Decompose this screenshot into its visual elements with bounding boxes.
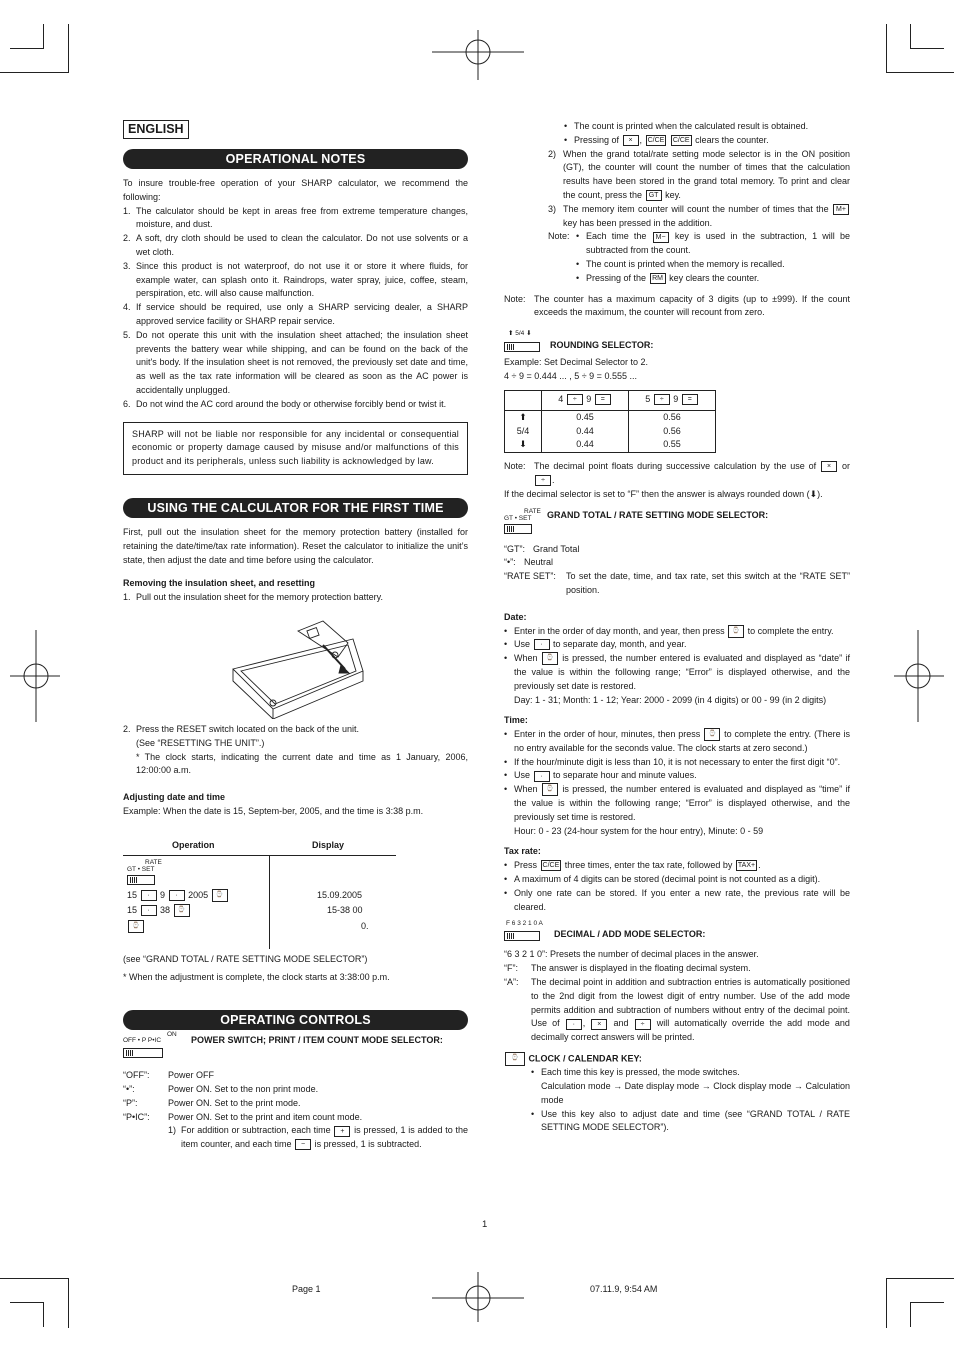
- footer-page: Page 1: [292, 1284, 321, 1294]
- rounding-arrows-icon: ⬆ 5/4 ⬇: [508, 330, 532, 338]
- rounding-table: 4 ÷ 9 = 5 ÷ 9 = ⬆ 5/4 ⬇ 0.45 0.44 0.44 0.56 0.56 0.55: [504, 390, 716, 453]
- op-notes-intro: To insure trouble-free operation of your SHARP calculator, we recommend the following:: [123, 178, 468, 202]
- crop-mark: [886, 1278, 887, 1328]
- gt-key-icon: GT: [646, 190, 662, 201]
- decimal-row: “A”: The decimal point in addition and subtraction entries is automatically positioned to the 2nd digit from the lowest digit of entry number. Use of the add mode permits addition and subtraction of numbers without entry of the decimal point. Use of · , × and ÷ will automatically override the add mode and decimally correct answers will be printed.: [504, 977, 850, 1043]
- dot-key-icon: ·: [566, 1019, 582, 1030]
- rounding-f-line: If the decimal selector is set to “F” then the answer is always rounded down (⬇).: [504, 488, 823, 499]
- power-switch-row: [123, 1031, 468, 1065]
- date-heading: Date:: [504, 611, 527, 622]
- op-notes-list: [123, 205, 468, 412]
- time-heading: Time:: [504, 715, 528, 726]
- display-row-2: 15-38 00: [327, 904, 363, 915]
- tax-bullet: • A maximum of 4 digits can be stored (decimal point is not counted as a digit).: [504, 873, 850, 887]
- gt-modes: “GT”: Grand Total “•”: Neutral “RATE SET”: To set the date, time, and tax rate, set this switch at the “RATE SET” position.: [504, 543, 850, 595]
- crop-mark: [886, 24, 887, 72]
- op-row-3: [127, 920, 145, 934]
- display-row-3: 0.: [361, 920, 369, 931]
- section-title-first-time: USING THE CALCULATOR FOR THE FIRST TIME: [123, 498, 468, 518]
- date-bullet: • Use · to separate day, month, and year.: [504, 638, 850, 652]
- multiply-key-icon: ×: [623, 135, 639, 146]
- decimal-heading: DECIMAL / ADD MODE SELECTOR:: [554, 929, 706, 940]
- count-item-3: 3) The memory item counter will count the number of times that the M+ key has been pressed in the addition.: [504, 203, 850, 231]
- plus-key-icon: +: [334, 1126, 350, 1137]
- tax-heading: Tax rate:: [504, 846, 541, 857]
- power-switch-icon: [123, 1046, 163, 1060]
- crop-mark: [10, 1302, 44, 1303]
- step-2-note: * The clock starts, indicating the current date and time as 1 January, 2006, 12:00:00 a.m.: [136, 751, 468, 776]
- adjust-heading: Adjusting date and time: [123, 792, 226, 803]
- list-item: 5. Do not operate this unit with the insulation sheet attached; the insulation sheet prevents the battery wear while shipping, and can be found on the back of the unit's body. If the insulation sheet is not removed, the previously set date and time, as well as the tax rate information will be cleared as soon as the AC power is accidentally unplugged.: [123, 329, 468, 395]
- decimal-row: “F”: The answer is displayed in the floating decimal system.: [504, 963, 751, 974]
- list-item: 2. A soft, dry cloth should be used to clean the calculator. Do not use solvents or a wet cloth.: [123, 233, 468, 257]
- gt-switch-icon: [504, 523, 532, 537]
- dot-key-icon: ·: [141, 890, 157, 901]
- see-reference: (see “GRAND TOTAL / RATE SETTING MODE SELECTOR”): [123, 953, 368, 964]
- adjust-table: [123, 839, 468, 947]
- gt-selector-row: RATE GT • SET GRAND TOTAL / RATE SETTING MODE SELECTOR:: [504, 508, 850, 538]
- list-item: 6. Do not wind the AC cord around the body or otherwise forcibly bend or twist it.: [123, 398, 447, 409]
- rounding-heading: ROUNDING SELECTOR:: [550, 340, 654, 351]
- divide-key-icon: ÷: [635, 1019, 651, 1030]
- time-bullet: • Use · to separate hour and minute values.: [504, 769, 850, 783]
- ce-key-icon: C/CE: [672, 136, 690, 144]
- counter-capacity-note: Note: The counter has a maximum capacity of 3 digits (up to ±999). If the count exceeds the maximum, the counter will recount from zero.: [504, 293, 850, 318]
- list-item: 3. Since this product is not waterproof, do not use it or store it where fluids, for example water, can splash onto it. Raindrops, water spray, juice, coffee, steam, perspiration, etc. will also cause malfunction.: [123, 260, 468, 299]
- crop-mark: [68, 24, 69, 72]
- rounding-example: Example: Set Decimal Selector to 2.: [504, 357, 649, 368]
- multiply-key-icon: ×: [591, 1019, 607, 1030]
- equals-key-icon: =: [595, 394, 611, 405]
- registration-mark: [10, 630, 60, 722]
- clock-key-heading-row: [504, 1052, 850, 1066]
- dot-key-icon: ·: [141, 905, 157, 916]
- clock-key-icon: ⌚: [542, 783, 558, 796]
- dot-key-icon: ·: [169, 890, 185, 901]
- liability-notice: SHARP will not be liable nor responsible for any incidental or consequential economic or property damage caused by misuse and/or malfunctions of this product and its peripherals, unless such liability is acknowledged by law.: [123, 422, 468, 475]
- first-time-intro: First, pull out the insulation sheet for the memory protection battery (installed for retaining the date/time/tax rate information). Reset the calculator to initialize the unit’s state, then adjust the date and time before using the calculator.: [123, 526, 468, 565]
- table-header-display: Display: [312, 839, 345, 850]
- step-2-see: (See “RESETTING THE UNIT”.): [136, 737, 265, 748]
- dot-key-icon: ·: [534, 639, 550, 650]
- insulation-sheet-illustration: [123, 609, 468, 719]
- section-title-operational-notes: OPERATIONAL NOTES: [123, 149, 468, 169]
- decimal-row: “6 3 2 1 0”: Presets the number of decimal places in the answer.: [504, 949, 759, 960]
- decimal-selector-row: F 6 3 2 1 0 A DECIMAL / ADD MODE SELECTOR:: [504, 920, 850, 944]
- table-header-operation: Operation: [172, 839, 215, 850]
- list-item: 4. If service should be required, use only a SHARP servicing dealer, a SHARP approved service facility or SHARP repair service.: [123, 302, 468, 326]
- rounding-calc: 4 ÷ 9 = 0.444 ... , 5 ÷ 9 = 0.555 ...: [504, 370, 637, 381]
- registration-mark: [432, 1272, 524, 1322]
- clock-key-icon: ⌚: [728, 625, 744, 638]
- selector-icon: [127, 874, 155, 888]
- switch-labels: OFF • P P•IC: [123, 1037, 162, 1045]
- crop-mark: [910, 1302, 911, 1327]
- multiply-key-icon: ×: [821, 461, 837, 472]
- divide-key-icon: ÷: [567, 394, 583, 405]
- equals-key-icon: =: [682, 394, 698, 405]
- m-minus-key-icon: M−: [653, 232, 669, 243]
- clock-key-icon: ⌚: [128, 920, 144, 933]
- right-column: [504, 120, 850, 1135]
- section-title-operating-controls: OPERATING CONTROLS: [123, 1010, 468, 1030]
- step-1: 1. Pull out the insulation sheet for the memory protection battery.: [123, 592, 383, 603]
- divide-key-icon: ÷: [654, 394, 670, 405]
- clock-key-icon: ⌚: [542, 652, 558, 665]
- op-row-2: 15 · 38 ⌚: [127, 904, 191, 918]
- divide-key-icon: ÷: [535, 475, 551, 486]
- time-bullet: • Enter in the order of hour, minutes, then press ⌚ to complete the entry. (There is no entry available for the seconds value. The clock starts at zero second.): [504, 728, 850, 756]
- footer-timestamp: 07.11.9, 9:54 AM: [590, 1284, 658, 1294]
- tax-bullet: • Press C/CE three times, enter the tax rate, followed by TAX+ .: [504, 859, 850, 873]
- table-divider: [123, 855, 396, 856]
- gt-heading: GRAND TOTAL / RATE SETTING MODE SELECTOR:: [547, 509, 769, 520]
- clock-heading: CLOCK / CALENDAR KEY:: [528, 1053, 642, 1064]
- crop-mark: [910, 1302, 944, 1303]
- ce-key-icon: C/CE: [542, 862, 560, 870]
- crop-mark: [0, 1278, 69, 1279]
- power-switch-heading: POWER SWITCH; PRINT / ITEM COUNT MODE SELECTOR:: [191, 1035, 443, 1046]
- time-bullet: • If the hour/minute digit is less than 10, it is not necessary to enter the first digit “0”.: [504, 756, 850, 770]
- rounding-note: Note: The decimal point floats during successive calculation by the use of × or ÷ .: [504, 461, 850, 485]
- clock-bullets: • Each time this key is pressed, the mode switches. Calculation mode → Date display mode → Clock display mode → Calculation mode • Use this key also to adjust date and time (see “GRAND TOTAL / RATE SETTING MODE SELECTOR”).: [504, 1066, 850, 1135]
- display-row-1: 15.09.2005: [317, 889, 363, 900]
- registration-mark: [432, 30, 524, 80]
- date-bullet: • Enter in the order of day month, and year, then press ⌚ to complete the entry.: [504, 625, 850, 639]
- adjust-example: Example: When the date is 15, Septem-ber, 2005, and the time is 3:38 p.m.: [123, 805, 424, 816]
- count-continued: • The count is printed when the calculated result is obtained. • Pressing of × , C/CE C/CE clears the counter.: [504, 120, 850, 148]
- crop-mark: [886, 1278, 954, 1279]
- rounding-selector-row: [504, 330, 850, 354]
- on-label: ON: [167, 1031, 177, 1039]
- tax-bullet: • Only one rate can be stored. If you enter a new rate, the previous rate will be cleared.: [504, 887, 850, 915]
- time-bullet: • When ⌚ is pressed, the number entered is evaluated and displayed as “time” if the value is within the following range; “Error” is displayed otherwise, and the previously set time is restored. Hour: 0 - 23 (24-hour system for the hour entry), Minute: 0 - 59: [504, 783, 850, 838]
- crop-mark: [0, 72, 69, 73]
- rounding-switch-icon: [504, 340, 540, 354]
- crop-mark: [10, 48, 44, 49]
- crop-mark: [886, 72, 954, 73]
- crop-mark: [910, 48, 944, 49]
- decimal-switch-icon: [504, 929, 540, 943]
- crop-mark: [43, 1302, 44, 1327]
- adjust-footnote: * When the adjustment is complete, the clock starts at 3:38:00 p.m.: [123, 971, 390, 982]
- crop-mark: [910, 24, 911, 49]
- clock-key-icon: ⌚: [174, 904, 190, 917]
- power-modes: “OFF”: Power OFF “•”: Power ON. Set to the non print mode. “P”: Power ON. Set to the print mode. “P•IC”: Power ON. Set to the print and item count mode.: [123, 1070, 363, 1122]
- m-plus-key-icon: M+: [833, 204, 849, 215]
- count-note: Note: • Each time the M− key is used in the subtraction, 1 will be subtracted from the count. • The count is printed when the memory is recalled. • Pressing of the RM key clears the counter.: [504, 230, 850, 285]
- count-item-2: 2) When the grand total/rate setting mode selector is in the ON position (GT), the counter will count the number of times that the calculation results have been stored in the grand total memory. To print and clear the count, press the GT key.: [548, 148, 850, 200]
- crop-mark: [43, 24, 44, 49]
- clock-key-icon: ⌚: [212, 889, 228, 902]
- rate-label: RATE: [145, 858, 162, 866]
- table-divider: [269, 855, 270, 949]
- tax-plus-key-icon: TAX+: [737, 862, 756, 870]
- language-tag: ENGLISH: [123, 120, 189, 139]
- removing-heading: Removing the insulation sheet, and resetting: [123, 578, 316, 589]
- page-number: 1: [482, 1219, 488, 1230]
- step-2: 2. Press the RESET switch located on the back of the unit.: [123, 723, 359, 734]
- registration-mark: [894, 630, 944, 722]
- clock-key-icon: ⌚: [505, 1052, 525, 1066]
- left-column: [123, 120, 468, 1152]
- dot-key-icon: ·: [534, 771, 550, 782]
- rm-key-icon: RM: [650, 273, 666, 284]
- list-item: 1. The calculator should be kept in areas free from extreme temperature changes, moisture, and dust.: [123, 205, 468, 230]
- op-row-1: 15 · 9 · 2005 ⌚: [127, 889, 229, 903]
- crop-mark: [68, 1278, 69, 1328]
- minus-key-icon: −: [295, 1139, 311, 1150]
- ce-key-icon: C/CE: [647, 136, 665, 144]
- item-count-note: 1) For addition or subtraction, each time + is pressed, 1 is added to the item counter, and each time − is pressed, 1 is subtracted.: [168, 1125, 468, 1150]
- date-bullet: • When ⌚ is pressed, the number entered is evaluated and displayed as “date” if the value is within the following range; “Error” is displayed otherwise, and the previously set date is restored. Day: 1 - 31; Month: 1 - 12; Year: 2000 - 2099 (in 4 digits) or 00 - 99 (in 2 digits): [504, 652, 850, 707]
- gt-set-label: GT • SET: [127, 865, 155, 873]
- clock-key-icon: ⌚: [704, 728, 720, 741]
